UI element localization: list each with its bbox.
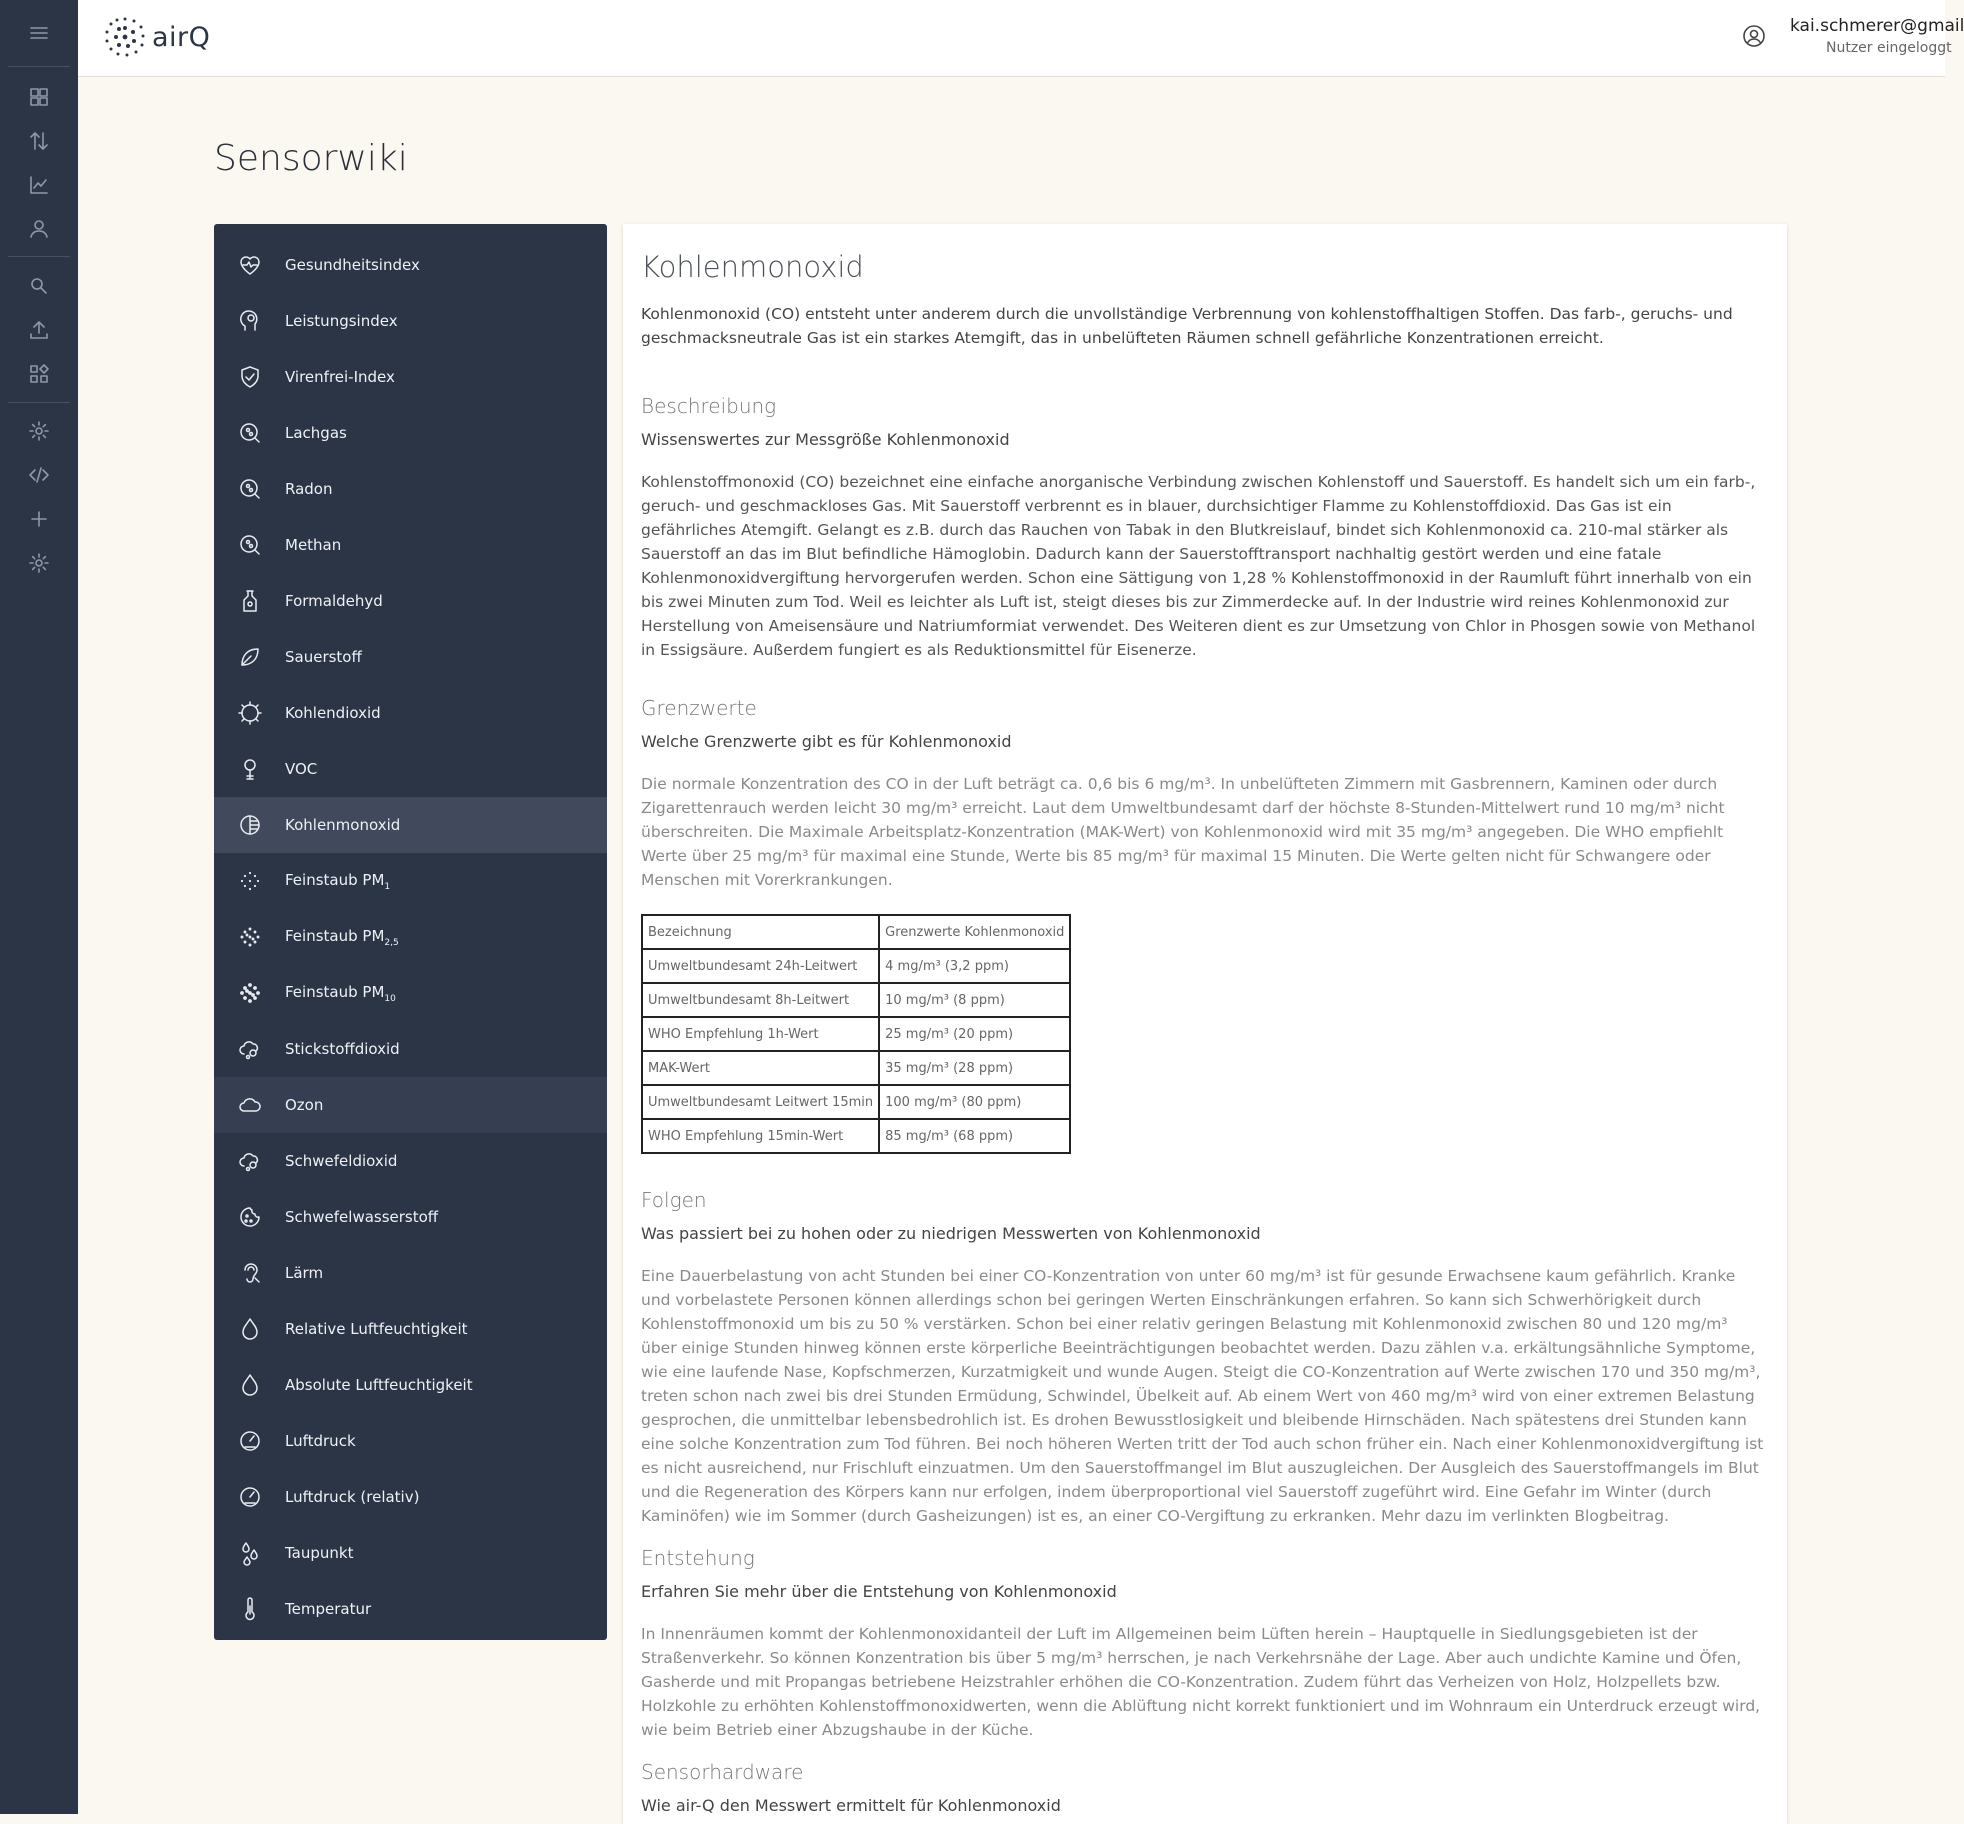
nav-label: Gesundheitsindex bbox=[285, 256, 420, 274]
rail-divider bbox=[8, 402, 70, 403]
leaf-icon bbox=[236, 643, 264, 671]
drops-icon bbox=[236, 1539, 264, 1567]
drop-icon bbox=[236, 1315, 264, 1343]
nav-label: Feinstaub $PM_{2,5}$ bbox=[285, 926, 399, 948]
table-cell: Umweltbundesamt 24h-Leitwert bbox=[642, 949, 879, 983]
nav-label: Lärm bbox=[285, 1264, 324, 1282]
sensor-nav bbox=[214, 224, 607, 1640]
airq-logo[interactable] bbox=[102, 14, 210, 60]
widgets-icon[interactable] bbox=[15, 354, 63, 394]
sort-icon[interactable] bbox=[15, 121, 63, 161]
nav-label: Formaldehyd bbox=[285, 592, 383, 610]
table-row bbox=[642, 1085, 1070, 1119]
section-subheading-beschreibung: Wissenswertes zur Messgröße Kohlenmonoxid bbox=[641, 430, 1010, 449]
nav-label: Radon bbox=[285, 480, 333, 498]
nav-label: Taupunkt bbox=[285, 1544, 354, 1562]
table-row bbox=[642, 983, 1070, 1017]
drop-icon bbox=[236, 1371, 264, 1399]
gauge-icon bbox=[236, 1483, 264, 1511]
table-row bbox=[642, 1119, 1070, 1153]
section-heading-entstehung: Entstehung bbox=[641, 1546, 755, 1570]
section-text-folgen: Eine Dauerbelastung von acht Stunden bei einer CO-Konzentration von unter 60 mg/m³ ist für gesunde Erwachsene kaum gefährlich. Kranke und vorbelastete Personen können allerdings schon bei geringen Werten Einschränkungen erfahren. So kann sich Schwerhörigkeit durch Kohlenstoffmonoxid um bis zu 50 % verstärken. Schon bei einer relativ geringen Belastung mit Kohlenmonoxid zwischen 80 und 120 mg/m³ über einige Stunden hinweg können erste körperliche Beeinträchtigungen beobachtet werden. Dazu zählen v.a. erkältungsähnliche Symptome, wie eine laufende Nase, Kopfschmerzen, Kurzatmigkeit und wunde Augen. Steigt die CO-Konzentration auf Werte zwischen 170 und 350 mg/m³, treten schon nach zwei bis drei Stunden Ermüdung, Schwindel, Übelkeit auf. Ab einem Wert von 460 mg/m³ wird von einer extremen Belastung gesprochen, die unmittelbar lebensbedrohlich ist. Es drohen Bewusstlosigkeit und bleibende Hirnschäden. Nach spätestens drei Stunden kann eine solche Konzentration zum Tod führen. Bei noch höheren Werten tritt der Tod auch schon früher ein. Nach einer Kohlenmonoxidvergiftung ist es nicht ausreichend, nur Frischluft einzuatmen. Um den Sauerstoffmangel im Blut auszugleichen. Der Ausgleich des Sauerstoffmangels im Blut und die Regeneration des Körpers kann nur erfolgen, indem überproportional viel Sauerstoff zugeführt wird. Eine Gefahr im Winter (durch Kaminöfen) wie im Sommer (durch Gasheizungen) ist es, an einer CO-Vergiftung zu erkranken. Mehr dazu im verlinkten Blogbeitrag. bbox=[641, 1267, 1764, 1525]
section-text-entstehung: In Innenräumen kommt der Kohlenmonoxidanteil der Luft im Allgemeinen beim Lüften herein – Hauptquelle in Siedlungsgebieten ist der Straßenverkehr. So können Konzentration bis über 5 mg/m³ herrschen, je nach Verkehrsnähe der Lage. Aber auch undichte Kamine und Öfen, Gasherde und mit Propangas betriebene Heizstrahler erhöhen die CO-Konzentration. Zudem führt das Verheizen von Holz, Holzpellets bzw. Holzkohle zu erhöhten Kohlenstoffmonoxidwerten, wenn die Ablüftung nicht korrekt funktioniert und im Wohnraum ein Unterdruck erzeugt wird, wie beim Betrieb einer Abzugshaube in der Küche. bbox=[641, 1625, 1761, 1739]
nav-label: Absolute Luftfeuchtigkeit bbox=[285, 1376, 473, 1394]
nav-item-formaldehyd[interactable] bbox=[214, 573, 607, 629]
cloud-molecule-icon bbox=[236, 1147, 264, 1175]
section-heading-grenzwerte: Grenzwerte bbox=[641, 696, 757, 720]
logo-text: airQ bbox=[152, 21, 211, 53]
rail-divider bbox=[8, 66, 70, 67]
nav-label: Kohlendioxid bbox=[285, 704, 381, 722]
shield-check-icon bbox=[236, 363, 264, 391]
nav-item-kohlendioxid[interactable] bbox=[214, 685, 607, 741]
account-icon[interactable] bbox=[1740, 22, 1768, 50]
top-bar bbox=[78, 0, 1964, 77]
search-icon[interactable] bbox=[15, 266, 63, 306]
nav-item-feinstaub-pm10[interactable] bbox=[214, 965, 607, 1021]
section-heading-sensorhardware: Sensorhardware bbox=[641, 1760, 804, 1784]
ear-icon bbox=[236, 1259, 264, 1287]
nav-label: Schwefelwasserstoff bbox=[285, 1208, 439, 1226]
dust-icon bbox=[236, 867, 264, 895]
nav-label: Methan bbox=[285, 536, 342, 554]
nav-item-virenfrei-index[interactable] bbox=[214, 349, 607, 405]
logo-dots-icon bbox=[102, 14, 148, 60]
table-row bbox=[642, 1051, 1070, 1085]
upload-icon[interactable] bbox=[15, 310, 63, 350]
nav-item-taupunkt[interactable] bbox=[214, 1525, 607, 1581]
table-cell: MAK-Wert bbox=[642, 1051, 879, 1085]
dust-icon bbox=[236, 979, 264, 1007]
nav-item-stickstoffdioxid[interactable] bbox=[214, 1021, 607, 1077]
nav-item-kohlenmonoxid[interactable] bbox=[214, 797, 607, 853]
molecule-icon bbox=[236, 475, 264, 503]
dust-icon bbox=[236, 923, 264, 951]
user-icon[interactable] bbox=[15, 209, 63, 249]
settings-icon[interactable] bbox=[15, 411, 63, 451]
chart-icon[interactable] bbox=[15, 165, 63, 205]
menu-icon[interactable] bbox=[15, 13, 63, 53]
table-cell: Umweltbundesamt Leitwert 15min bbox=[642, 1085, 879, 1119]
rail-divider bbox=[8, 256, 70, 257]
nav-label: Leistungsindex bbox=[285, 312, 398, 330]
section-heading-beschreibung: Beschreibung bbox=[641, 394, 777, 418]
nav-label: Ozon bbox=[285, 1096, 324, 1114]
nav-item-luftdruck-relativ[interactable] bbox=[214, 1469, 607, 1525]
nav-label: Feinstaub $PM_{10}$ bbox=[285, 982, 396, 1004]
nav-label: Temperatur bbox=[285, 1600, 372, 1618]
nav-label: Luftdruck bbox=[285, 1432, 356, 1450]
nav-label: Lachgas bbox=[285, 424, 347, 442]
heart-pulse-icon bbox=[236, 251, 264, 279]
nav-item-schwefeldioxid[interactable] bbox=[214, 1133, 607, 1189]
table-header: Grenzwerte Kohlenmonoxid bbox=[879, 915, 1070, 949]
nav-item-luftdruck[interactable] bbox=[214, 1413, 607, 1469]
icon-rail bbox=[0, 0, 78, 1814]
table-row bbox=[642, 1017, 1070, 1051]
nav-label: Relative Luftfeuchtigkeit bbox=[285, 1320, 468, 1338]
nav-item-radon[interactable] bbox=[214, 461, 607, 517]
table-cell: 35 mg/m³ (28 ppm) bbox=[879, 1051, 1070, 1085]
nav-item-feinstaub-pm1[interactable] bbox=[214, 853, 607, 909]
nav-item-temperatur[interactable] bbox=[214, 1581, 607, 1637]
cloud-icon bbox=[236, 1091, 264, 1119]
molecule-icon bbox=[236, 419, 264, 447]
molecule-icon bbox=[236, 531, 264, 559]
nav-item-relative-luftfeuchtigkeit[interactable] bbox=[214, 1301, 607, 1357]
table-cell: 10 mg/m³ (8 ppm) bbox=[879, 983, 1070, 1017]
section-subheading-folgen: Was passiert bei zu hohen oder zu niedrigen Messwerten von Kohlenmonoxid bbox=[641, 1224, 1261, 1243]
nav-item-schwefelwasserstoff[interactable] bbox=[214, 1189, 607, 1245]
nav-label: Virenfrei-Index bbox=[285, 368, 395, 386]
bulb-icon bbox=[236, 755, 264, 783]
article-intro: Kohlenmonoxid (CO) entsteht unter anderem durch die unvollständige Verbrennung von kohlenstoffhaltigen Stoffen. Das farb-, geruchs- und geschmacksneutrale Gas ist ein starkes Atemgift, das in unbelüfteten Räumen schnell gefährliche Konzentrationen erreicht. bbox=[641, 305, 1733, 347]
half-circle-icon bbox=[236, 811, 264, 839]
nav-item-voc[interactable] bbox=[214, 741, 607, 797]
nav-label: Kohlenmonoxid bbox=[285, 816, 401, 834]
section-subheading-sensorhardware: Wie air-Q den Messwert ermittelt für Kohlenmonoxid bbox=[641, 1796, 1061, 1815]
nav-item-sauerstoff[interactable] bbox=[214, 629, 607, 685]
article-title: Kohlenmonoxid bbox=[641, 250, 864, 284]
nav-label: Feinstaub $PM_1$ bbox=[285, 870, 391, 892]
nav-label: Sauerstoff bbox=[285, 648, 362, 666]
nav-item-leistungsindex[interactable] bbox=[214, 293, 607, 349]
section-text-beschreibung: Kohlenstoffmonoxid (CO) bezeichnet eine einfache anorganische Verbindung zwischen Kohlenstoff und Sauerstoff. Es handelt sich um ein farb-, geruch- und geschmackloses Gas. Mit Sauerstoff verbrennt es in blauer, durchsichtiger Flamme zu Kohlenstoffdioxid. Das Gas ist ein gefährliches Atemgift. Gelangt es z.B. durch das Rauchen von Tabak in den Blutkreislauf, bindet sich Kohlenmonoxid ca. 210-mal stärker als Sauerstoff an das im Blut befindliche Hämoglobin. Dadurch kann der Sauerstofftransport nachhaltig gestört werden und eine fatale Kohlenmonoxidvergiftung hervorgerufen werden. Schon eine Sättigung von 1,28 % Kohlenstoffmonoxid in der Raumluft führt innerhalb von ein bis zwei Minuten zum Tod. Weil es leichter als Luft ist, steigt dieses bis zur Zimmerdecke auf. In der Industrie wird reines Kohlenmonoxid zur Herstellung von Ameisensäure und Natriumformiat verwendet. Des Weiteren dient es zur Umsetzung von Chlor in Phosgen sowie von Methanol in Essigsäure. Außerdem fungiert es als Reduktionsmittel für Eisenerze. bbox=[641, 473, 1756, 659]
nav-label: Stickstoffdioxid bbox=[285, 1040, 400, 1058]
gear-ring-icon bbox=[236, 699, 264, 727]
dashboard-icon[interactable] bbox=[15, 77, 63, 117]
nav-item-methan[interactable] bbox=[214, 517, 607, 573]
cloud-molecule-icon bbox=[236, 1035, 264, 1063]
code-icon[interactable] bbox=[15, 455, 63, 495]
cookie-icon bbox=[236, 1203, 264, 1231]
table-header-row bbox=[642, 915, 1070, 949]
article-card bbox=[623, 224, 1787, 1824]
table-cell: 85 mg/m³ (68 ppm) bbox=[879, 1119, 1070, 1153]
table-cell: 4 mg/m³ (3,2 ppm) bbox=[879, 949, 1070, 983]
table-cell: 100 mg/m³ (80 ppm) bbox=[879, 1085, 1070, 1119]
nav-item-feinstaub-pm25[interactable] bbox=[214, 909, 607, 965]
page-title: Sensorwiki bbox=[214, 138, 408, 179]
nav-item-lachgas[interactable] bbox=[214, 405, 607, 461]
nav-item-laerm[interactable] bbox=[214, 1245, 607, 1301]
settings-icon[interactable] bbox=[15, 543, 63, 583]
section-subheading-entstehung: Erfahren Sie mehr über die Entstehung von Kohlenmonoxid bbox=[641, 1582, 1117, 1601]
nav-label: VOC bbox=[285, 760, 318, 778]
section-text-grenzwerte: Die normale Konzentration des CO in der Luft beträgt ca. 0,6 bis 6 mg/m³. In unbelüfteten Zimmern mit Gasbrennern, Kaminen oder durch Zigarettenrauch werden leicht 30 mg/m³ erreicht. Laut dem Umweltbundesamt darf der höchste 8-Stunden-Mittelwert rund 10 mg/m³ nicht überschreiten. Die Maximale Arbeitsplatz-Konzentration (MAK-Wert) von Kohlenmonoxid wird mit 35 mg/m³ angegeben. Die WHO empfiehlt Werte über 25 mg/m³ für maximal eine Stunde, Werte bis 85 mg/m³ für maximal 15 Minuten. Die Werte gelten nicht für Schwangere oder Menschen mit Vorerkrankungen. bbox=[641, 775, 1725, 889]
table-row bbox=[642, 949, 1070, 983]
table-header: Bezeichnung bbox=[642, 915, 879, 949]
nav-item-ozon[interactable] bbox=[214, 1077, 607, 1133]
table-cell: 25 mg/m³ (20 ppm) bbox=[879, 1017, 1070, 1051]
nav-item-absolute-luftfeuchtigkeit[interactable] bbox=[214, 1357, 607, 1413]
section-heading-folgen: Folgen bbox=[641, 1188, 707, 1212]
table-cell: WHO Empfehlung 1h-Wert bbox=[642, 1017, 879, 1051]
gauge-icon bbox=[236, 1427, 264, 1455]
user-email: kai.schmerer@gmail bbox=[1790, 16, 1964, 36]
head-icon bbox=[236, 307, 264, 335]
bottle-icon bbox=[236, 587, 264, 615]
table-cell: WHO Empfehlung 15min-Wert bbox=[642, 1119, 879, 1153]
table-cell: Umweltbundesamt 8h-Leitwert bbox=[642, 983, 879, 1017]
thermometer-icon bbox=[236, 1595, 264, 1623]
limits-table bbox=[641, 914, 1071, 1154]
section-subheading-grenzwerte: Welche Grenzwerte gibt es für Kohlenmonoxid bbox=[641, 732, 1012, 751]
add-icon[interactable] bbox=[15, 499, 63, 539]
nav-label: Schwefeldioxid bbox=[285, 1152, 398, 1170]
user-status: Nutzer eingeloggt bbox=[1826, 40, 1952, 56]
nav-item-gesundheitsindex[interactable] bbox=[214, 237, 607, 293]
nav-label: Luftdruck (relativ) bbox=[285, 1488, 420, 1506]
